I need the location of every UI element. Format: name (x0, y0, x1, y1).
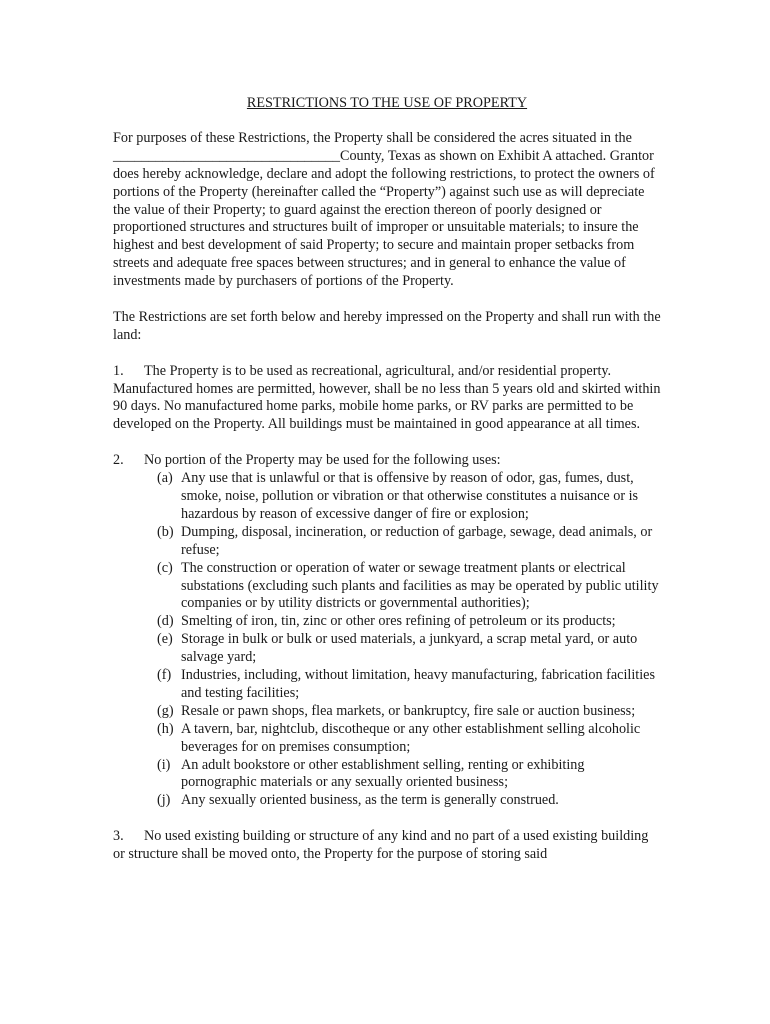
list-item (157, 667, 661, 703)
list-item-label: (d) (157, 613, 174, 630)
list-item-label: (j) (157, 792, 171, 809)
list-item-text: Storage in bulk or bulk or used materials, a junkyard, a scrap metal yard, or auto salvage yard; (181, 631, 638, 666)
list-item-label: (i) (157, 756, 171, 773)
list-item-label: (a) (157, 470, 173, 487)
list-item-label: (f) (157, 667, 172, 684)
list-item-text: Any use that is unlawful or that is offensive by reason of odor, gas, fumes, dust, smoke, noise, pollution or vibration or that otherwise constitutes a nuisance or is hazardous by reason of excessive danger of fire or explosion; (181, 470, 639, 522)
section-3 (113, 828, 661, 864)
list-item (157, 721, 661, 757)
list-item-label: (h) (157, 720, 174, 737)
list-item-text: Any sexually oriented business, as the term is generally construed. (181, 792, 559, 809)
restrictions-intro-paragraph: The Restrictions are set forth below and hereby impressed on the Property and shall run with the land: (113, 308, 661, 343)
document-title: RESTRICTIONS TO THE USE OF PROPERTY (246, 95, 528, 111)
list-item-text: Industries, including, without limitation, heavy manufacturing, fabrication facilities and testing facilities; (181, 667, 655, 701)
section-2-number: 2. (113, 452, 124, 469)
list-item (157, 792, 661, 810)
list-item-text: A tavern, bar, nightclub, discotheque or any other establishment selling alcoholic beverages for on premises consumption; (181, 720, 641, 755)
list-item-label: (g) (157, 702, 174, 719)
list-item-text: Dumping, disposal, incineration, or reduction of garbage, sewage, dead animals, or refuse; (181, 523, 653, 558)
section-2 (113, 452, 661, 810)
list-item (157, 631, 661, 667)
prohibited-uses-list (113, 470, 661, 810)
section-2-heading (113, 452, 661, 470)
list-item-label: (c) (157, 559, 173, 576)
list-item-label: (b) (157, 523, 174, 540)
section-1-number: 1. (113, 362, 124, 379)
list-item-text: An adult bookstore or other establishment selling, renting or exhibiting pornographic materials or any sexually oriented business; (181, 756, 585, 791)
section-3-number: 3. (113, 828, 124, 845)
list-item (157, 524, 661, 560)
list-item-text: Resale or pawn shops, flea markets, or bankruptcy, fire sale or auction business; (181, 702, 636, 719)
list-item-text: Smelting of iron, tin, zinc or other ores refining of petroleum or its products; (181, 613, 616, 630)
list-item (157, 560, 661, 614)
section-1-text: The Property is to be used as recreational, agricultural, and/or residential property. Manufactured homes are permitted, however, shall be no less than 5 years old and skirted within 90 days. No manufactured home parks, mobile home parks, or RV parks are permitted to be developed on the Property. All buildings must be maintained in good appearance at all times. (113, 362, 661, 433)
list-item (157, 613, 661, 631)
list-item (157, 470, 661, 524)
intro-paragraph: For purposes of these Restrictions, the Property shall be considered the acres situated in the ________________________________County, Texas as shown on Exhibit A attached. Grantor does hereby acknowledge, declare and adopt the following restrictions, to protect the owners of portions of the Property (hereinafter called the “Property”) against such use as will depreciate the value of their Property; to guard against the erection thereon of poorly designed or proportioned structures and structures built of improper or unsuitable materials; to insure the highest and best development of said Property; to secure and maintain proper setbacks from streets and adequate free spaces between structures; and in general to enhance the value of investments made by purchasers of portions of the Property. (113, 129, 655, 290)
list-item-label: (e) (157, 631, 173, 648)
document-page (113, 95, 661, 882)
section-3-text: No used existing building or structure of any kind and no part of a used existing building or structure shall be moved onto, the Property for the purpose of storing said (113, 828, 649, 863)
section-1 (113, 363, 661, 435)
list-item (157, 703, 661, 721)
section-2-text: No portion of the Property may be used for the following uses: (144, 452, 501, 469)
list-item (157, 757, 661, 793)
list-item-text: The construction or operation of water or sewage treatment plants or electrical substations (excluding such plants and facilities as may be operated by public utility companies or by utility districts or governmental authorities); (181, 559, 659, 612)
